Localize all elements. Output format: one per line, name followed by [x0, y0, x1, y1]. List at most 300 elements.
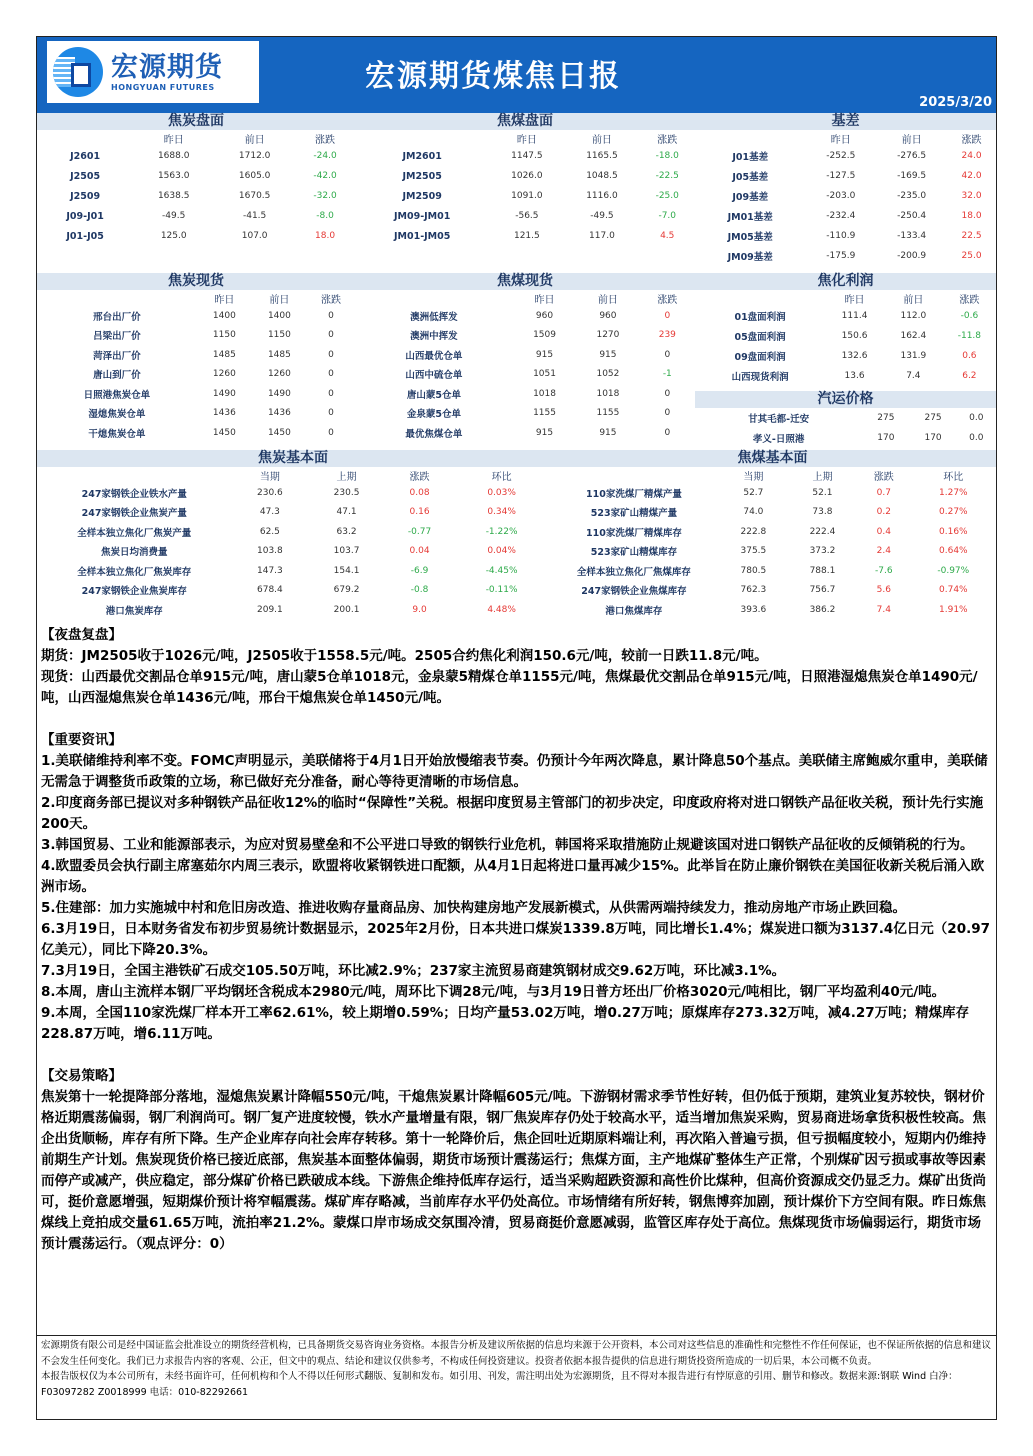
cell-before: 162.4	[900, 331, 927, 341]
cell-before: 1048.5	[586, 171, 618, 181]
cell-chg: -1	[662, 369, 672, 380]
cell-prev: 1485	[212, 349, 236, 360]
cell-chg: -25.0	[655, 191, 679, 201]
news-item: 7.3月19日，全国主港铁矿石成交105.50万吨，环比减2.9%；237家主流贸易商建筑钢材成交9.62万吨，环比减3.1%。	[41, 963, 786, 979]
cell-chg: 42.0	[961, 171, 982, 181]
cell-before: 170	[924, 433, 942, 443]
table-row	[37, 581, 549, 601]
cell-chg: 0.6	[962, 351, 977, 361]
cell-chg: 0	[328, 408, 334, 419]
cell-before: -235.0	[897, 191, 927, 201]
cell-before: 1116.0	[586, 191, 618, 201]
cell-ratio: 0.04%	[487, 546, 516, 557]
cell-chg: -22.5	[655, 171, 679, 181]
copyright-text: 本报告版权仅为本公司所有，未经书面许可，任何机构和个人不得以任何形式翻版、复制和发布。如引用、刊发，需注明出处为宏源期货，且不得对本报告进行有悖原意的引用、删节和修改。数据来源:钢联 Wind 白净：F03097282 Z0018999 电话：010-82292661	[41, 1371, 958, 1398]
cell-name: J2601	[70, 150, 101, 162]
cell-before: 1490	[267, 388, 291, 399]
cell-name: 最优焦煤仓单	[405, 428, 463, 440]
column-header	[37, 130, 133, 146]
coke-futures-table	[37, 113, 355, 246]
cell-name: 邢台出厂价	[93, 311, 141, 323]
cell-prev: 1147.5	[511, 151, 543, 161]
cell-cur: 780.5	[740, 565, 767, 576]
news-item: 4.欧盟委员会执行副主席塞茹尔内周三表示，欧盟将收紧钢铁进口配额，从4月1日起将进口量再减少15%。此举旨在防止廉价钢铁在美国征收新关税后涌入欧洲市场。	[41, 858, 985, 895]
cell-name: JM2509	[402, 190, 442, 202]
cell-chg: -32.0	[313, 191, 337, 201]
cell-chg: 22.5	[961, 231, 982, 241]
cell-last: 103.7	[333, 546, 360, 557]
cell-chg: -0.77	[407, 526, 432, 537]
column-header	[355, 290, 513, 306]
strategy-heading: 【交易策略】	[41, 1068, 122, 1084]
cell-chg: 0.4	[876, 526, 891, 537]
cell-before: -41.5	[242, 211, 267, 221]
cell-prev: -49.5	[162, 211, 186, 221]
cell-name: 09盘面利润	[734, 352, 786, 363]
cell-prev: -203.0	[826, 191, 856, 201]
cell-prev: 1638.5	[157, 191, 190, 201]
coking-profit-table	[695, 273, 996, 386]
cell-cur: 209.1	[257, 604, 283, 615]
column-header: 涨跌	[873, 471, 894, 483]
cell-ratio: 1.27%	[939, 487, 968, 498]
cell-before: 960	[599, 310, 617, 321]
cell-chg: 5.6	[876, 585, 891, 596]
cell-name: 247家钢铁企业焦煤库存	[581, 586, 687, 598]
table-row	[37, 384, 355, 404]
cell-prev: 915	[535, 349, 554, 360]
cell-chg: 0	[328, 369, 334, 380]
cell-name: JM01基差	[727, 212, 773, 223]
cell-chg: -7.6	[875, 565, 893, 576]
cell-chg: 0.2	[876, 507, 891, 518]
table-row	[549, 581, 996, 601]
cell-name: 全样本独立焦化厂焦煤库存	[576, 566, 691, 578]
cell-ratio: 0.74%	[939, 585, 968, 596]
cell-name: 澳洲中挥发	[410, 331, 458, 343]
table-row	[695, 186, 996, 206]
table-row	[355, 226, 695, 246]
cell-before: 915	[599, 427, 617, 438]
table-row	[695, 226, 996, 246]
cell-chg: 2.4	[876, 546, 891, 557]
data-table	[695, 290, 996, 386]
report-text	[37, 625, 996, 1255]
section-title: 焦煤基本面	[549, 450, 996, 467]
cell-ratio: -4.45%	[485, 565, 518, 576]
table-row	[355, 146, 695, 166]
data-table	[355, 290, 695, 443]
cell-name: 干熄焦炭仓单	[88, 428, 146, 440]
cell-name: 孝义-日照港	[752, 434, 805, 445]
cell-chg: -0.8	[410, 585, 429, 596]
cell-last: 73.8	[812, 507, 833, 518]
table-row	[37, 206, 355, 226]
cell-name: 247家钢铁企业焦炭产量	[81, 508, 187, 520]
cell-before: 1150	[267, 330, 291, 341]
cell-name: J01-J05	[66, 230, 104, 242]
cell-chg: 0	[328, 388, 334, 399]
column-header: 环比	[491, 471, 512, 483]
logo-en-text: HONGYUAN FUTURES	[111, 82, 215, 92]
cell-name: 日照港焦炭仓单	[83, 389, 151, 401]
cell-last: 222.4	[809, 526, 836, 537]
cell-prev: 1260	[212, 369, 236, 380]
cell-last: 788.1	[809, 565, 836, 576]
cell-prev: -110.9	[826, 231, 856, 241]
cell-prev: 1563.0	[157, 171, 190, 181]
column-header: 涨跌	[409, 471, 430, 483]
data-table	[37, 467, 549, 620]
table-row	[37, 561, 549, 581]
cell-prev: -252.5	[826, 151, 856, 161]
section-title: 焦炭现货	[37, 273, 355, 290]
cell-before: 1712.0	[238, 151, 271, 161]
cell-chg: 0	[664, 427, 671, 438]
cell-chg: 0	[664, 388, 671, 399]
cell-chg: 25.0	[961, 251, 982, 261]
table-row	[695, 408, 996, 428]
column-header: 涨跌	[315, 134, 336, 146]
coke-spot-table	[37, 273, 355, 443]
cell-prev: 1509	[533, 330, 556, 341]
cell-name: 甘其毛都-迁安	[748, 414, 810, 425]
cell-name: 澳洲低挥发	[410, 311, 458, 323]
cell-chg: 0.16	[409, 507, 430, 518]
table-row	[37, 404, 355, 424]
news-item: 1.美联储维持利率不变。FOMC声明显示，美联储将于4月1日开始放慢缩表节奏。仍预计今年两次降息，累计降息50个基点。美联储主席鲍威尔重申，美联储无需急于调整货币政策的立场，称已做好充分准备，耐心等待更清晰的市场信息。	[41, 753, 988, 790]
table-row	[355, 306, 695, 326]
cell-prev: 275	[877, 413, 895, 423]
cell-before: 1605.0	[238, 171, 271, 181]
cell-before: 1436	[267, 408, 291, 419]
table-row	[355, 404, 695, 424]
table-row	[37, 522, 549, 542]
data-table	[549, 467, 996, 620]
cell-prev: 960	[535, 310, 554, 321]
cell-name: J09基差	[732, 192, 769, 203]
cell-before: 1400	[267, 310, 291, 321]
cell-prev: -175.9	[826, 251, 856, 261]
column-header: 涨跌	[959, 294, 980, 306]
column-header: 前日	[901, 134, 922, 146]
table-row	[355, 166, 695, 186]
night-review-heading: 【夜盘复盘】	[41, 627, 122, 643]
cell-name: 山西中硫仓单	[405, 370, 463, 382]
cell-prev: 915	[535, 427, 554, 438]
cell-name: 110家洗煤厂精煤产量	[586, 488, 682, 500]
cell-name: 全样本独立焦化厂焦炭库存	[77, 566, 192, 578]
table-row	[695, 428, 996, 448]
table-row	[355, 186, 695, 206]
column-header	[695, 290, 825, 306]
cell-before: -169.5	[897, 171, 927, 181]
cell-chg: 0.08	[409, 487, 430, 498]
cell-name: 山西现货利润	[731, 372, 789, 383]
report-date: 2025/3/20	[919, 95, 992, 110]
data-table	[355, 130, 695, 246]
cell-last: 386.2	[809, 604, 836, 615]
table-row	[695, 326, 996, 346]
cell-chg: 24.0	[961, 151, 982, 161]
cell-before: 915	[599, 349, 617, 360]
cell-prev: -232.4	[826, 211, 856, 221]
report-header	[37, 37, 996, 113]
cell-name: 01盘面利润	[734, 312, 786, 323]
table-row	[549, 600, 996, 620]
cell-before: 1018	[596, 388, 620, 399]
column-header: 当期	[743, 471, 764, 483]
column-header: 前日	[903, 294, 924, 306]
table-row	[37, 186, 355, 206]
news-item: 9.本周，全国110家洗煤厂样本开工率62.61%，较上期增0.59%；日均产量53.02万吨，增0.27万吨；原煤库存273.32万吨，减4.27万吨；精煤库存228.87万吨，增6.11万吨。	[41, 1005, 970, 1042]
logo-mark-icon	[53, 47, 103, 97]
cell-prev: -127.5	[826, 171, 856, 181]
cell-before: -49.5	[590, 211, 614, 221]
column-header: 昨日	[844, 294, 865, 306]
cell-before: 1165.5	[586, 151, 618, 161]
cell-chg: 0.0	[969, 413, 984, 423]
cell-name: JM05基差	[727, 232, 773, 243]
cell-last: 373.2	[809, 546, 836, 557]
cell-before: 1270	[596, 330, 620, 341]
cell-cur: 147.3	[257, 565, 283, 576]
cell-before: 1450	[267, 427, 291, 438]
table-row	[37, 326, 355, 346]
column-header	[37, 467, 232, 483]
column-header	[37, 290, 197, 306]
column-header: 前日	[269, 294, 290, 306]
column-header: 涨跌	[961, 134, 982, 146]
cell-chg: -18.0	[655, 151, 679, 161]
table-row	[695, 246, 996, 266]
table-row	[37, 226, 355, 246]
data-table	[37, 290, 355, 443]
cell-before: 1485	[267, 349, 291, 360]
cell-chg: 9.0	[412, 604, 427, 615]
night-review-spot: 现货：山西最优交割品仓单915元/吨，唐山蒙5仓单1018元，金泉蒙5精煤仓单1155元/吨，焦煤最优交割品仓单915元/吨，日照港湿熄焦炭仓单1490元/吨，山西湿熄焦炭仓单1436元/吨，邢台干熄焦炭仓单1450元/吨。	[41, 669, 978, 706]
cell-chg: 0	[328, 310, 334, 321]
cell-before: 1155	[596, 408, 620, 419]
section-title: 焦炭基本面	[37, 450, 549, 467]
news-item: 3.韩国贸易、工业和能源部表示，为应对贸易壁垒和不公平进口导致的钢铁行业危机，韩国将采取措施防止规避该国对进口钢铁产品征收的反倾销税的行为。	[41, 837, 974, 853]
table-row	[695, 346, 996, 366]
cell-name: 吕梁出厂价	[93, 331, 141, 343]
cell-chg: 0.0	[969, 433, 984, 443]
table-row	[355, 365, 695, 385]
cell-cur: 230.6	[257, 487, 283, 498]
cell-chg: 6.2	[962, 371, 977, 381]
cell-chg: 18.0	[315, 231, 336, 241]
cell-name: 05盘面利润	[734, 332, 786, 343]
cell-before: 7.4	[906, 371, 921, 381]
cell-chg: -8.0	[316, 211, 334, 221]
cell-before: 112.0	[900, 311, 927, 321]
cell-ratio: 0.16%	[939, 526, 968, 537]
cell-prev: 170	[877, 433, 895, 443]
section-title: 焦煤盘面	[355, 113, 695, 130]
cell-before: -200.9	[897, 251, 927, 261]
cell-prev: 13.6	[844, 371, 865, 381]
cell-prev: 121.5	[513, 231, 540, 241]
cell-chg: 0	[664, 408, 671, 419]
cell-name: 港口焦炭库存	[105, 605, 163, 617]
section-title: 焦化利润	[695, 273, 996, 290]
cell-chg: 4.5	[660, 231, 675, 241]
table-row	[549, 503, 996, 523]
cell-prev: 1490	[212, 388, 236, 399]
cell-cur: 52.7	[743, 487, 764, 498]
section-title: 焦煤现货	[355, 273, 695, 290]
cell-prev: -56.5	[515, 211, 539, 221]
table-row	[355, 423, 695, 443]
cell-prev: 150.6	[841, 331, 868, 341]
cell-name: 山西最优仓单	[405, 350, 463, 362]
table-row	[695, 306, 996, 326]
cell-prev: 1091.0	[511, 191, 543, 201]
table-row	[549, 483, 996, 503]
cell-name: 523家矿山精煤库存	[590, 547, 678, 559]
cell-ratio: 1.91%	[939, 604, 968, 615]
cell-name: 唐山蒙5仓单	[406, 389, 461, 401]
cell-chg: 0	[328, 427, 334, 438]
table-row	[37, 345, 355, 365]
cell-chg: -0.6	[960, 311, 979, 321]
cell-prev: 1051	[533, 369, 556, 380]
data-table	[37, 130, 355, 246]
cell-name: 港口焦煤库存	[605, 605, 663, 617]
cell-chg: 0.7	[876, 487, 891, 498]
cell-prev: 132.6	[841, 351, 868, 361]
cell-prev: 125.0	[160, 231, 187, 241]
cell-ratio: -0.11%	[485, 585, 518, 596]
news-item: 6.3月19日，日本财务省发布初步贸易统计数据显示，2025年2月份，日本共进口煤炭1339.8万吨，同比增长1.4%；煤炭进口额为3137.4亿日元（20.97亿美元），同比下降20.3%。	[41, 921, 990, 958]
table-row	[37, 365, 355, 385]
cell-before: 1052	[596, 369, 620, 380]
cell-name: JM09-JM01	[393, 210, 451, 222]
table-row	[549, 561, 996, 581]
cell-chg: -7.0	[658, 211, 677, 221]
table-row	[355, 206, 695, 226]
cell-name: JM09基差	[727, 252, 773, 263]
table-row	[37, 166, 355, 186]
cell-chg: 18.0	[961, 211, 982, 221]
column-header: 昨日	[516, 134, 537, 146]
table-row	[37, 146, 355, 166]
table-row	[37, 503, 549, 523]
section-title: 汽运价格	[695, 391, 996, 408]
cell-name: 247家钢铁企业焦炭库存	[81, 586, 187, 598]
section-title: 基差	[695, 113, 996, 130]
column-header: 昨日	[163, 134, 184, 146]
column-header: 昨日	[534, 294, 555, 306]
column-header: 上期	[336, 471, 357, 483]
cell-cur: 47.3	[259, 507, 280, 518]
cell-name: 焦炭日均消费量	[101, 547, 168, 559]
cell-before: 117.0	[589, 231, 615, 241]
table-row	[37, 542, 549, 562]
cell-cur: 222.8	[740, 526, 767, 537]
cell-name: 湿熄焦炭仓单	[88, 409, 146, 421]
cell-cur: 762.3	[740, 585, 767, 596]
coal-futures-table	[355, 113, 695, 246]
table-row	[549, 522, 996, 542]
cell-chg: -6.9	[410, 565, 429, 576]
cell-chg: 239	[658, 330, 676, 341]
table-row	[37, 423, 355, 443]
column-header: 昨日	[830, 134, 851, 146]
cell-before: 131.9	[900, 351, 927, 361]
data-table	[695, 130, 996, 266]
table-row	[695, 146, 996, 166]
cell-chg: 0	[328, 330, 334, 341]
cell-name: J09-J01	[66, 210, 104, 222]
cell-prev: 1018	[533, 388, 556, 399]
cell-name: 金泉蒙5仓单	[406, 409, 461, 421]
cell-chg: 0	[664, 349, 671, 360]
coal-fundamentals-table	[549, 450, 996, 620]
cell-ratio: 0.03%	[487, 487, 516, 498]
cell-before: 1260	[267, 369, 291, 380]
news-heading: 【重要资讯】	[41, 732, 122, 748]
section-title: 焦炭盘面	[37, 113, 355, 130]
cell-name: 523家矿山精煤产量	[590, 508, 678, 520]
coke-fundamentals-table	[37, 450, 549, 620]
table-row	[549, 542, 996, 562]
cell-name: 菏泽出厂价	[93, 350, 141, 362]
cell-last: 230.5	[333, 487, 360, 498]
cell-prev: 1688.0	[157, 151, 190, 161]
table-row	[37, 306, 355, 326]
cell-name: 110家洗煤厂精煤库存	[586, 527, 682, 539]
coal-spot-table	[355, 273, 695, 443]
cell-cur: 375.5	[740, 546, 767, 557]
table-row	[695, 206, 996, 226]
data-table	[695, 408, 996, 448]
cell-ratio: -0.97%	[937, 565, 970, 576]
cell-chg: -42.0	[313, 171, 337, 181]
cell-before: 107.0	[241, 231, 268, 241]
cell-prev: 1450	[212, 427, 236, 438]
cell-chg: -11.8	[957, 331, 982, 341]
disclaimer	[37, 1335, 996, 1402]
daily-report-page	[36, 36, 997, 1420]
cell-name: 247家钢铁企业铁水产量	[81, 488, 187, 500]
cell-last: 154.1	[333, 565, 360, 576]
disclaimer-text: 宏源期货有限公司是经中国证监会批准设立的期货经营机构，已具备期货交易咨询业务资格。本报告分析及建议所依据的信息均来源于公开资料，本公司对这些信息的准确性和完整性不作任何保证，也不保证所依据的信息和建议不会发生任何变化。我们已力求报告内容的客观、公正，但文中的观点、结论和建议仅供参考，不构成任何投资建议。投资者依据本报告提供的信息进行期货投资所造成的一切后果，本公司概不负责。	[41, 1340, 992, 1367]
column-header: 涨跌	[657, 134, 678, 146]
cell-name: J2509	[70, 190, 101, 202]
news-item: 5.住建部：加力实施城中村和危旧房改造、推进收购存量商品房、加快构建房地产发展新模式，从供需两端持续发力，推动房地产市场止跌回稳。	[41, 900, 907, 916]
cell-prev: 1436	[212, 408, 236, 419]
cell-name: 唐山到厂价	[93, 370, 141, 382]
cell-before: -276.5	[897, 151, 927, 161]
column-header: 当期	[259, 471, 280, 483]
cell-last: 200.1	[333, 604, 360, 615]
column-header: 前日	[244, 134, 265, 146]
cell-before: -133.4	[897, 231, 927, 241]
cell-chg: 32.0	[961, 191, 982, 201]
cell-last: 679.2	[333, 585, 360, 596]
cell-last: 52.1	[812, 487, 833, 498]
column-header: 上期	[812, 471, 833, 483]
cell-last: 63.2	[336, 526, 357, 537]
cell-ratio: 4.48%	[487, 604, 516, 615]
report-title: 宏源期货煤焦日报	[365, 59, 621, 94]
cell-last: 756.7	[809, 585, 836, 596]
cell-ratio: -1.22%	[485, 526, 518, 537]
table-row	[37, 600, 549, 620]
